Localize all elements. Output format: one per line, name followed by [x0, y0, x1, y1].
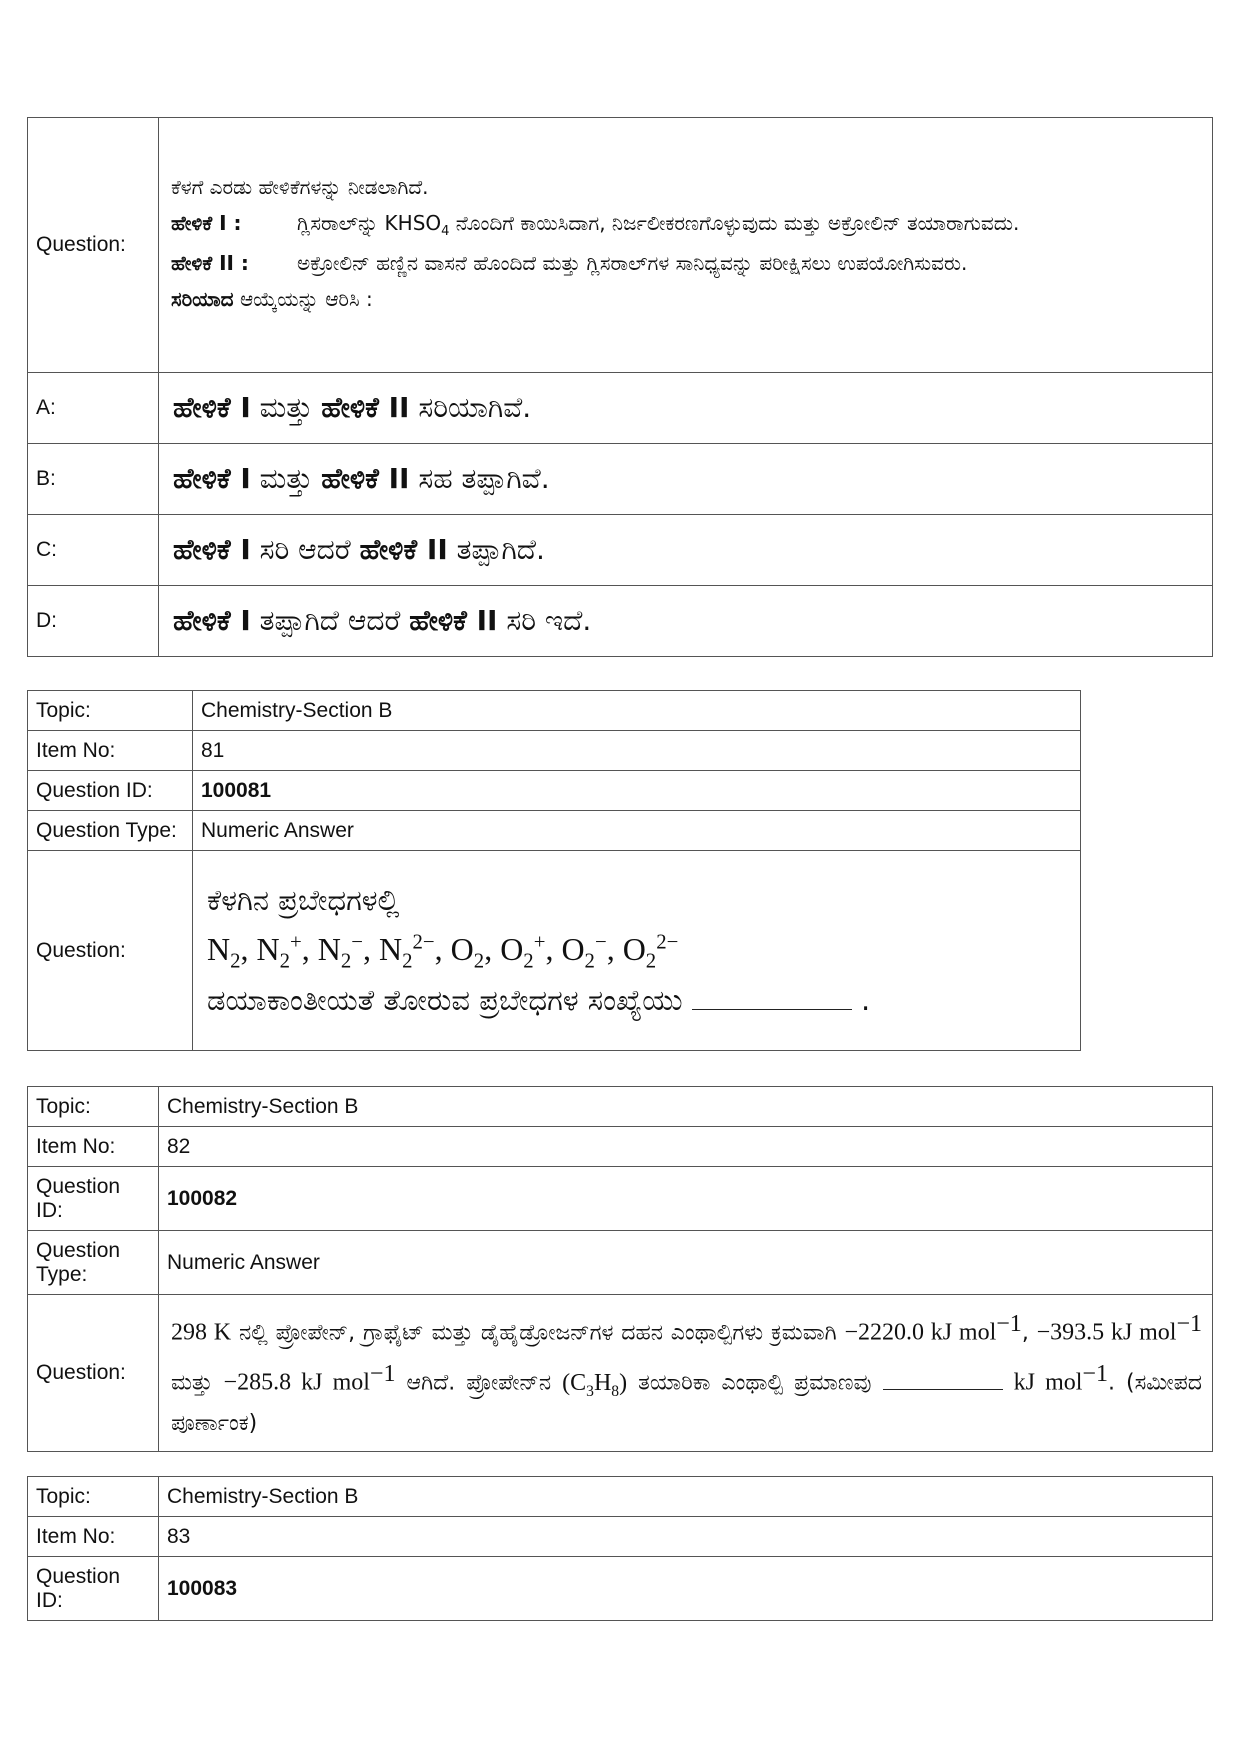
answer-blank: [883, 1369, 1003, 1390]
species-base: O: [561, 930, 585, 967]
item-no-value: 83: [159, 1517, 1213, 1557]
species-item: [256, 930, 302, 973]
formula-h-sub: 8: [611, 1382, 620, 1400]
question-line-3-text: ಡಯಾಕಾಂತೀಯತೆ ತೋರುವ ಪ್ರಬೇಧಗಳ ಸಂಖ್ಯೆಯು: [207, 983, 683, 1018]
option-c-label: C:: [28, 515, 159, 586]
item-no-label: Item No:: [28, 1517, 159, 1557]
species-item: [379, 930, 435, 973]
species-charge: +: [290, 930, 302, 954]
option-d-end: ಸರಿ ಇದೆ.: [497, 604, 592, 637]
option-c-end: ತಪ್ಪಾಗಿದೆ.: [447, 533, 545, 566]
species-item: [207, 930, 241, 973]
question-id-text: 100081: [201, 778, 272, 802]
statement-1-subscript: 4: [441, 224, 450, 240]
question-text: 298 K ನಲ್ಲಿ ಪ್ರೋಪೇನ್, ಗ್ರಾಫೈಟ್ ಮತ್ತು ಡೈಹೈಡ್ರೋಜನ್‌ಗಳ ದಹನ ಎಂಥಾಲ್ಪಿಗಳು ಕ್ರಮವಾಗಿ −2220.0 kJ mol$^{-1}$, −393.5 kJ mol$^{-1}$ ಮತ್ತು −285.8 kJ mol$^{-1}$ ಆಗಿದೆ. ಪ್ರೋಪೇನ್‌ನ $(C_3H_8)$ ತಯಾರಿಕಾ ಎಂಥಾಲ್ಪಿ ಪ್ರಮಾಣವು kJ mol$^{-1}$. (ಸಮೀಪದ ಪೂರ್ಣಾಂಕ): [159, 1295, 1213, 1452]
unit: kJ mol: [1013, 1369, 1083, 1396]
question-type-label: Question Type:: [28, 811, 193, 851]
item-no-value: 82: [159, 1127, 1213, 1167]
q3-text-3: ತಯಾರಿಕಾ ಎಂಥಾಲ್ಪಿ ಪ್ರಮಾಣವು: [627, 1370, 883, 1396]
species-subscript: 2: [279, 949, 291, 973]
choose-bold: ಸರಿಯಾದ: [171, 286, 234, 311]
option-a-mid: ಮತ್ತು: [250, 391, 322, 424]
option-a-label: A:: [28, 373, 159, 444]
option-b-s2: ಹೇಳಿಕೆ II: [321, 462, 410, 495]
species-subscript: 2: [473, 949, 485, 973]
option-d-label: D:: [28, 586, 159, 657]
species-item: [500, 930, 546, 973]
question-id-value: [159, 1557, 1213, 1621]
species-item: [622, 930, 679, 973]
species-subscript: 2: [340, 949, 352, 973]
option-d-mid: ತಪ್ಪಾಗಿದೆ ಆದರೆ: [250, 604, 410, 637]
option-b-s1: ಹೇಳಿಕೆ I: [173, 462, 251, 495]
question-text: [159, 118, 1213, 373]
option-a-s2: ಹೇಳಿಕೆ II: [321, 391, 410, 424]
option-a-s1: ಹೇಳಿಕೆ I: [173, 391, 251, 424]
question-label: Question:: [28, 118, 159, 373]
item-no-label: Item No:: [28, 1127, 159, 1167]
species-base: O: [450, 930, 474, 967]
species-base: N: [379, 930, 403, 967]
question-type-label: Question Type:: [28, 1231, 159, 1295]
option-c-s1: ಹೇಳಿಕೆ I: [173, 533, 251, 566]
option-c[interactable]: [159, 515, 1213, 586]
species-base: O: [622, 930, 646, 967]
option-b[interactable]: [159, 444, 1213, 515]
enthalpy-hydrogen: −285.8 kJ mol: [223, 1369, 370, 1396]
formula-close: ): [619, 1369, 628, 1396]
species-charge: +: [533, 930, 546, 954]
option-b-mid: ಮತ್ತು: [250, 462, 322, 495]
question-block-82: [27, 1086, 1213, 1452]
species-base: O: [500, 930, 524, 967]
species-charge: 2−: [656, 930, 679, 954]
statement-1-text-a: ಗ್ಲಿಸರಾಲ್‌ನ್ನು KHSO: [297, 211, 442, 236]
topic-value: Chemistry-Section B: [193, 691, 1081, 731]
species-charge: 2−: [412, 930, 435, 954]
answer-blank: [692, 989, 852, 1010]
statement-2-tag: ಹೇಳಿಕೆ II :: [171, 250, 249, 275]
question-line-3: ಡಯಾಕಾಂತೀಯತೆ ತೋರುವ ಪ್ರಬೇಧಗಳ ಸಂಖ್ಯೆಯು .: [207, 983, 871, 1018]
exp-2: −1: [1176, 1311, 1202, 1337]
question-id-label: Question ID:: [28, 771, 193, 811]
question-id-label: Question ID:: [28, 1557, 159, 1621]
species-subscript: 2: [584, 949, 595, 973]
species-base: N: [207, 930, 231, 967]
temperature: 298 K: [171, 1319, 232, 1346]
option-d-s1: ಹೇಳಿಕೆ I: [173, 604, 251, 637]
question-id-value: [159, 1167, 1213, 1231]
exp-3: −1: [369, 1361, 396, 1388]
q3-and: ಮತ್ತು: [171, 1370, 224, 1396]
item-no-label: Item No:: [28, 731, 193, 771]
statement-1-tag: ಹೇಳಿಕೆ I :: [171, 211, 242, 236]
question-line-1: ಕೆಳಗಿನ ಪ್ರಬೇಧಗಳಲ್ಲಿ: [207, 883, 400, 918]
statement-1-text-b: ನೊಂದಿಗೆ ಕಾಯಿಸಿದಾಗ, ನಿರ್ಜಲೀಕರಣಗೊಳ್ಳುವುದು ಮತ್ತು ಅಕ್ರೋಲಿನ್ ತಯಾರಾಗುವದು.: [449, 211, 1020, 236]
question-text: [193, 851, 1081, 1051]
question-type-value: Numeric Answer: [159, 1231, 1213, 1295]
species-item: [561, 930, 607, 973]
option-b-end: ಸಹ ತಪ್ಪಾಗಿವೆ.: [409, 462, 550, 495]
formula-c-sub: 3: [586, 1382, 594, 1400]
choose-rest: ಆಯ್ಕೆಯನ್ನು ಆರಿಸಿ :: [233, 286, 373, 311]
option-a-end: ಸರಿಯಾಗಿವೆ.: [409, 391, 532, 424]
species-item: [450, 930, 485, 973]
question-id-label: Question ID:: [28, 1167, 159, 1231]
formula-c: (C: [562, 1369, 587, 1396]
species-subscript: 2: [523, 949, 534, 973]
topic-value: Chemistry-Section B: [159, 1477, 1213, 1517]
question-id-text: 100082: [167, 1186, 238, 1210]
question-id-value: [193, 771, 1081, 811]
exp-4: −1: [1082, 1361, 1108, 1388]
question-block-83: [27, 1476, 1213, 1621]
question-block-81: [27, 690, 1081, 1051]
topic-label: Topic:: [28, 691, 193, 731]
question-intro: ಕೆಳಗೆ ಎರಡು ಹೇಳಿಕೆಗಳನ್ನು ನೀಡಲಾಗಿದೆ.: [171, 175, 429, 200]
question-label: Question:: [28, 851, 193, 1051]
enthalpy-propane: −2220.0 kJ mol: [844, 1319, 997, 1346]
topic-value: Chemistry-Section B: [159, 1087, 1213, 1127]
species-charge: −: [594, 930, 607, 954]
species-item: [317, 930, 364, 973]
question-block-80: [27, 117, 1213, 657]
formula-h: H: [593, 1369, 612, 1396]
species-subscript: 2: [402, 949, 413, 973]
species-base: N: [256, 930, 280, 967]
question-type-value: Numeric Answer: [193, 811, 1081, 851]
statement-2-text: ಅಕ್ರೋಲಿನ್ ಹಣ್ಣಿನ ವಾಸನೆ ಹೊಂದಿದೆ ಮತ್ತು ಗ್ಲಿಸರಾಲ್‌ಗಳ ಸಾನಿಧ್ಯವನ್ನು ಪರೀಕ್ಷಿಸಲು ಉಪಯೋಗಿಸುವರು.: [297, 250, 968, 275]
species-charge: −: [351, 930, 364, 954]
item-no-value: 81: [193, 731, 1081, 771]
statement-2: [171, 248, 1202, 278]
question-id-text: 100083: [167, 1576, 238, 1600]
enthalpy-graphite: −393.5 kJ mol: [1036, 1319, 1177, 1346]
option-c-s2: ಹೇಳಿಕೆ II: [359, 533, 448, 566]
option-d-s2: ಹೇಳಿಕೆ II: [409, 604, 498, 637]
statement-1: [171, 208, 1202, 242]
exp-1: −1: [996, 1311, 1022, 1337]
species-base: N: [317, 930, 341, 967]
question-label: Question:: [28, 1295, 159, 1452]
species-list: $N_2$, $N_2^+$, $N_2^-$, $N_2^{2-}$, $O_2$, $O_2^+$, $O_2^-$, $O_2^{2-}$: [207, 930, 679, 973]
option-d[interactable]: [159, 586, 1213, 657]
topic-label: Topic:: [28, 1087, 159, 1127]
option-a[interactable]: [159, 373, 1213, 444]
species-subscript: 2: [645, 949, 657, 973]
propane-formula: [562, 1369, 628, 1400]
option-c-mid: ಸರಿ ಆದರೆ: [250, 533, 360, 566]
q3-text-4: . (ಸಮೀಪದ ಪೂರ್ಣಾಂಕ): [171, 1370, 1202, 1436]
topic-label: Topic:: [28, 1477, 159, 1517]
choose-instruction: [171, 284, 1202, 314]
q3-text-1: ನಲ್ಲಿ ಪ್ರೋಪೇನ್, ಗ್ರಾಫೈಟ್ ಮತ್ತು ಡೈಹೈಡ್ರೋಜನ್‌ಗಳ ದಹನ ಎಂಥಾಲ್ಪಿಗಳು ಕ್ರಮವಾಗಿ: [231, 1320, 845, 1346]
option-b-label: B:: [28, 444, 159, 515]
q3-text-2: ಆಗಿದೆ. ಪ್ರೋಪೇನ್‌ನ: [395, 1370, 563, 1396]
species-subscript: 2: [230, 949, 241, 973]
